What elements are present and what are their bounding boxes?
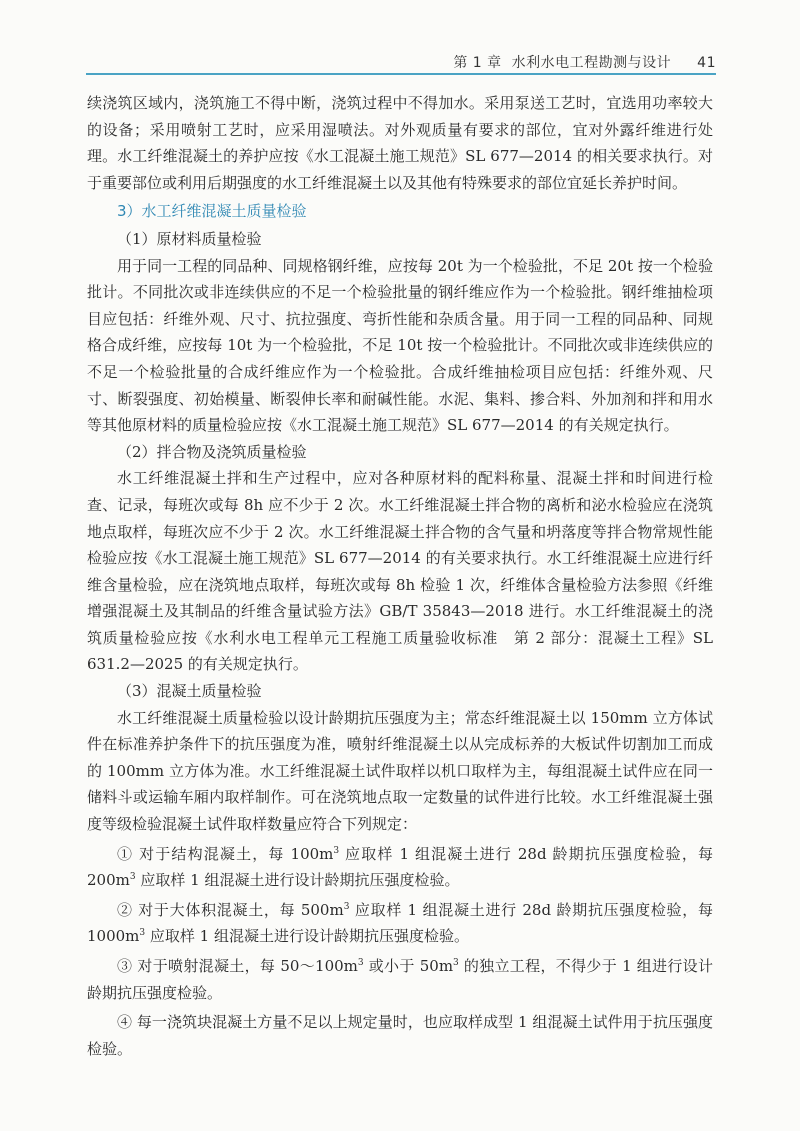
- paragraph-mixture: 水工纤维混凝土拌和生产过程中，应对各种原材料的配料称量、混凝土拌和时间进行检查、记录，每班次或每 8h 应不少于 2 次。水工纤维混凝土拌合物的离析和泌水检验应在浇筑地点取样，每班次应不少于 2 次。水工纤维混凝土拌合物的含气量和坍落度等拌合物常规性能检验应按《水工混凝土施工规范》SL 677—2014 的有关要求执行。水工纤维混凝土应进行纤维含量检验，应在浇筑地点取样，每班次或每 8h 检验 1 次，纤维体含量检验方法参照《纤维增强混凝土及其制品的纤维含量试验方法》GB/T 35843—2018 进行。水工纤维混凝土的浇筑质量检验应按《水利水电工程单元工程施工质量验收标准 第 2 部分：混凝土工程》SL 631.2—2025 的有关规定执行。: [87, 469, 713, 674]
- chapter-label: 第 1 章: [453, 55, 502, 71]
- superscript: 3: [453, 958, 459, 968]
- book-title: 水利水电工程勘测与设计: [511, 55, 672, 71]
- list-item: ③ 对于喷射混凝土，每 $50\sim 100m^3$ 或小于 $50m^3$ 的独立工程，不得少于 1 组进行设计龄期抗压强度检验。: [87, 957, 713, 1002]
- subheading-mixture: （2）拌合物及浇筑质量检验: [117, 442, 307, 461]
- list-item: ④ 每一浇筑块混凝土方量不足以上规定量时，也应取样成型 1 组混凝土试件用于抗压强度检验。: [87, 1013, 713, 1058]
- section-heading: 3）水工纤维混凝土质量检验: [117, 202, 307, 221]
- paragraph-raw-materials: 用于同一工程的同品种、同规格钢纤维，应按每 20t 为一个检验批，不足 20t 按一个检验批计。不同批次或非连续供应的不足一个检验批量的钢纤维应作为一个检验批。钢纤维抽检项目应包括：纤维外观、尺寸、抗拉强度、弯折性能和杂质含量。用于同一工程的同品种、同规格合成纤维，应按每 10t 为一个检验批，不足 10t 按一个检验批计。不同批次或非连续供应的不足一个检验批量的合成纤维应作为一个检验批。合成纤维抽检项目应包括：纤维外观、尺寸、断裂强度、初始模量、断裂伸长率和耐碱性能。水泥、集料、掺合料、外加剂和拌和用水等其他原材料的质量检验应按《水工混凝土施工规范》SL 677—2014 的有关规定执行。: [87, 256, 713, 435]
- superscript: 3: [333, 845, 340, 856]
- paragraph-continued: 续浇筑区域内，浇筑施工不得中断，浇筑过程中不得加水。采用泵送工艺时，宜选用功率较大的设备；采用喷射工艺时，应采用湿喷法。对外观质量有要求的部位，宜对外露纤维进行处理。水工纤维混凝土的养护应按《水工混凝土施工规范》SL 677—2014 的相关要求执行。对于重要部位或利用后期强度的水工纤维混凝土以及其他有特殊要求的部位宜延长养护时间。: [87, 94, 713, 192]
- page-header: [0, 0, 800, 82]
- superscript: 3: [343, 901, 350, 912]
- running-head: [453, 52, 716, 72]
- page-body: [87, 90, 713, 1062]
- list-item: ② 对于大体积混凝土，每 $500m^3$ 应取样 1 组混凝土进行 28d 龄期抗压强度检验，每 $1000m^3$ 应取样 1 组混凝土进行设计龄期抗压强度检验。: [87, 900, 713, 946]
- subheading-concrete: （3）混凝土质量检验: [117, 682, 262, 701]
- page-number: 41: [697, 55, 716, 71]
- superscript: 3: [139, 928, 146, 939]
- header-rule: [86, 73, 716, 75]
- superscript: 3: [357, 958, 364, 968]
- subheading-raw-materials: （1）原材料质量检验: [117, 229, 262, 248]
- superscript: 3: [129, 872, 136, 883]
- list-item: ① 对于结构混凝土，每 $100m^3$ 应取样 1 组混凝土进行 28d 龄期抗压强度检验，每 $200m^3$ 应取样 1 组混凝土进行设计龄期抗压强度检验。: [87, 844, 713, 890]
- paragraph-concrete: 水工纤维混凝土质量检验以设计龄期抗压强度为主；常态纤维混凝土以 150mm 立方体试件在标准养护条件下的抗压强度为准，喷射纤维混凝土以从完成标养的大板试件切割加工而成的 100mm 立方体为准。水工纤维混凝土试件取样以机口取样为主，每组混凝土试件应在同一储料斗或运输车厢内取样制作。可在浇筑地点取一定数量的试件进行比较。水工纤维混凝土强度等级检验混凝土试件取样数量应符合下列规定：: [87, 708, 713, 834]
